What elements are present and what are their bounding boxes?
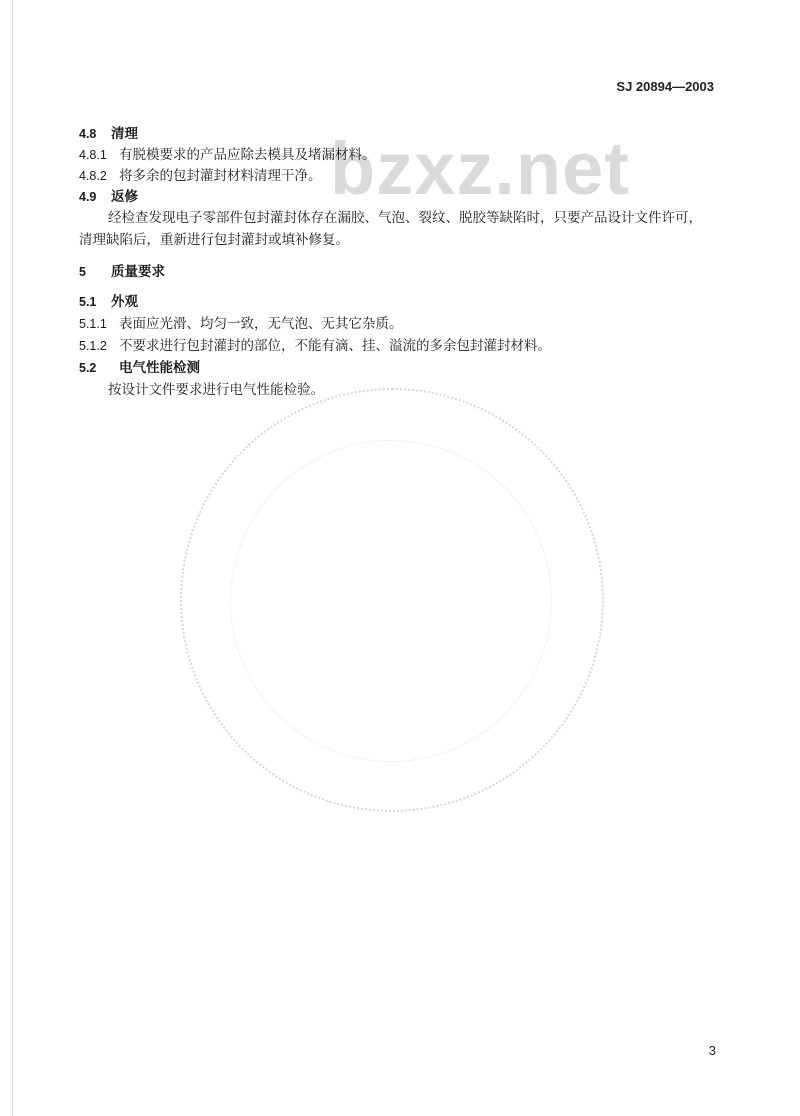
clause-4-8-2: [79, 167, 730, 185]
section-title: 质量要求: [111, 264, 165, 280]
paragraph-line-1: 按设计文件要求进行电气性能检验。: [108, 382, 324, 398]
page-number: 3: [708, 1043, 716, 1058]
section-title: 电气性能检测: [119, 360, 200, 376]
faded-seal-stamp-inner-ring: [230, 440, 552, 762]
paragraph-line-1: 经检查发现电子零部件包封灌封体存在漏胶、气泡、裂纹、脱胶等缺陷时，只要产品设计文件许可，: [108, 210, 702, 226]
section-5-2-heading: [79, 359, 730, 377]
section-4-9-heading: [79, 188, 730, 206]
clause-5-1-2: [79, 337, 730, 355]
section-title: 外观: [111, 294, 138, 310]
section-4-8-heading: [79, 125, 730, 143]
clause-number: 4.8.1: [79, 148, 107, 162]
clause-text: 不要求进行包封灌封的部位，不能有滴、挂、溢流的多余包封灌封材料。: [119, 338, 551, 354]
clause-5-1-1: [79, 315, 730, 333]
section-number: 4.9: [79, 190, 97, 204]
section-number: 5.2: [79, 361, 97, 375]
section-number: 5: [79, 265, 86, 279]
paragraph-line-2: 清理缺陷后，重新进行包封灌封或填补修复。: [79, 232, 349, 248]
watermark: bzxz.net: [330, 127, 630, 210]
clause-text: 有脱模要求的产品应除去模具及堵漏材料。: [119, 147, 376, 163]
section-5-2-paragraph: [79, 379, 725, 401]
clause-4-8-1: [79, 146, 730, 164]
binding-edge-line: [12, 0, 13, 1116]
section-5-1-heading: [79, 293, 730, 311]
clause-text: 表面应光滑、均匀一致，无气泡、无其它杂质。: [119, 316, 403, 332]
section-4-9-paragraph: [79, 207, 725, 251]
clause-number: 5.1.2: [79, 339, 107, 353]
section-5-heading: [79, 263, 730, 281]
clause-text: 将多余的包封灌封材料清理干净。: [119, 168, 322, 184]
clause-number: 4.8.2: [79, 169, 107, 183]
clause-number: 5.1.1: [79, 317, 107, 331]
section-title: 清理: [111, 126, 138, 142]
section-number: 4.8: [79, 127, 97, 141]
section-title: 返修: [111, 189, 138, 205]
section-number: 5.1: [79, 295, 97, 309]
standard-code: SJ 20894—2003: [616, 79, 714, 94]
